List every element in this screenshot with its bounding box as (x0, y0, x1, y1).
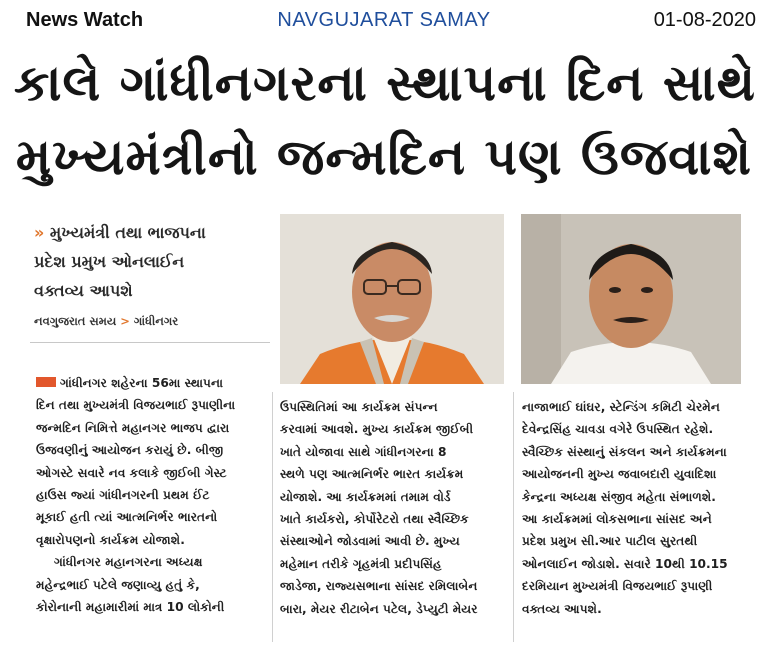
chevron-right-icon: » (34, 223, 45, 242)
article-column-2 (280, 396, 510, 620)
masthead-bar (0, 0, 768, 40)
headline-line-2: મુખ્યમંત્રીનો જન્મદિન પણ ઉજવાશે (15, 128, 753, 186)
article-line: મહેમાન તરીકે ગૃહમંત્રી પ્રદીપસિંહ (280, 556, 442, 571)
article-line: બારા, મેયર રીટાબેન પટેલ, ડેપ્યુટી મેયર (280, 601, 478, 616)
article-line: સ્થળે પણ આત્મનિર્ભર ભારત કાર્યક્રમ (280, 467, 464, 482)
portrait-illustration (280, 214, 504, 384)
lead-marker (36, 377, 56, 387)
article-line: દિન તથા મુખ્યમંત્રી વિજયભાઈ રૂપાણીના (36, 398, 236, 413)
column-divider (513, 392, 514, 642)
article-line: કેન્દ્રના અધ્યક્ષ સંજીવ મહેતા સંભાળશે. (522, 489, 716, 504)
article-line: ઉજવણીનું આયોજન કરાયું છે. બીજી (36, 443, 224, 458)
article-line: દરમિયાન મુખ્યમંત્રી વિજયભાઈ રૂપાણી (522, 579, 713, 594)
photo-chief-minister (280, 214, 504, 384)
article-line: યોજાશે. આ કાર્યક્રમમાં તમામ વોર્ડ (280, 489, 451, 504)
article-line (36, 372, 272, 394)
headline (14, 46, 757, 194)
divider (30, 342, 270, 343)
article-column-1 (36, 372, 272, 618)
article-line: વક્તવ્ય આપશે. (522, 601, 602, 616)
article-line: મહેન્દ્રભાઈ પટેલે જણાવ્યુ હતું કે, (36, 577, 200, 592)
brand-name: News Watch (26, 9, 144, 31)
article-column-3 (522, 396, 758, 620)
article-line: સ્વૈચ્છિક સંસ્થાનું સંકલન અને કાર્યક્રમના (522, 444, 727, 459)
article-line: નાજાભાઈ ઘાંઘર, સ્ટેન્ડિંગ કમિટી ચેરમેન (522, 400, 720, 414)
issue-date: 01-08-2020 (653, 9, 756, 31)
article-line: આયોજનની મુખ્ય જવાબદારી યુવાદિશા (522, 467, 717, 482)
article-line: કરવામાં આવશે. મુખ્ય કાર્યક્રમ જીઈબી (280, 422, 474, 437)
photo-state-president (521, 214, 741, 384)
portrait-illustration (521, 214, 741, 384)
subheadline-line: પ્રદેશ પ્રમુખ ઓનલાઈન (34, 252, 185, 271)
article-line: જન્મદિન નિમિત્તે મહાનગર ભાજપ દ્વારા (36, 420, 230, 435)
headline-line-1: કાલે ગાંધીનગરના સ્થાપના દિન સાથે (14, 54, 757, 112)
article-line: જાડેજા, રાજ્યસભાના સાંસદ રમિલાબેન (280, 579, 478, 594)
article-line: કોરોનાની મહામારીમાં માત્ર 10 લોકોની (36, 600, 225, 615)
column-divider (272, 392, 273, 642)
article-line: ઓનલાઈન જોડાશે. સવારે 10થી 10.15 (522, 556, 728, 571)
subheadline (34, 218, 274, 305)
byline-separator: > (120, 314, 130, 328)
article-line: હાઉસ જ્યાં ગાંધીનગરની પ્રથમ ઈંટ (36, 488, 210, 503)
byline-place: ગાંધીનગર (133, 314, 179, 328)
subheadline-line: વક્તવ્ય આપશે (34, 281, 133, 300)
article-line: ઓગસ્ટે સવારે નવ કલાકે જીઈબી ગેસ્ટ (36, 465, 227, 480)
article-line: ઉપસ્થિતિમાં આ કાર્યક્રમ સંપન્ન (280, 400, 438, 414)
article-line: સંસ્થાઓને જોડવામાં આવી છે. મુખ્ય (280, 534, 460, 549)
article-line: પ્રદેશ પ્રમુખ સી.આર પાટીલ સુરતથી (522, 534, 698, 549)
article-line: આ કાર્યક્રમમાં લોકસભાના સાંસદ અને (522, 512, 712, 527)
article-line: દેવેન્દ્રસિંહ ચાવડા વગેરે ઉપસ્થિત રહેશે. (522, 422, 714, 437)
article-line: વૃક્ષારોપણનો કાર્યક્રમ યોજાશે. (36, 532, 185, 547)
article-line: ગાંધીનગર મહાનગરના અધ્યક્ષ (54, 555, 203, 570)
article-line: ખાતે કાર્યકરો, કોર્પોરેટરો તથા સ્વૈચ્છિક (280, 512, 469, 527)
article-line: ખાતે યોજાવા સાથે ગાંધીનગરના 8 (280, 444, 447, 459)
article-line: મૂકાઈ હતી ત્યાં આત્મનિર્ભર ભારતનો (36, 510, 218, 525)
subheadline-line: મુખ્યમંત્રી તથા ભાજપના (49, 223, 206, 242)
byline-source: નવગુજરાત સમય (34, 314, 117, 328)
newspaper-name: NAVGUJARAT SAMAY (277, 9, 491, 31)
article-line-text: ગાંધીનગર શહેરના 56મા સ્થાપના (60, 376, 224, 390)
byline (34, 314, 274, 329)
